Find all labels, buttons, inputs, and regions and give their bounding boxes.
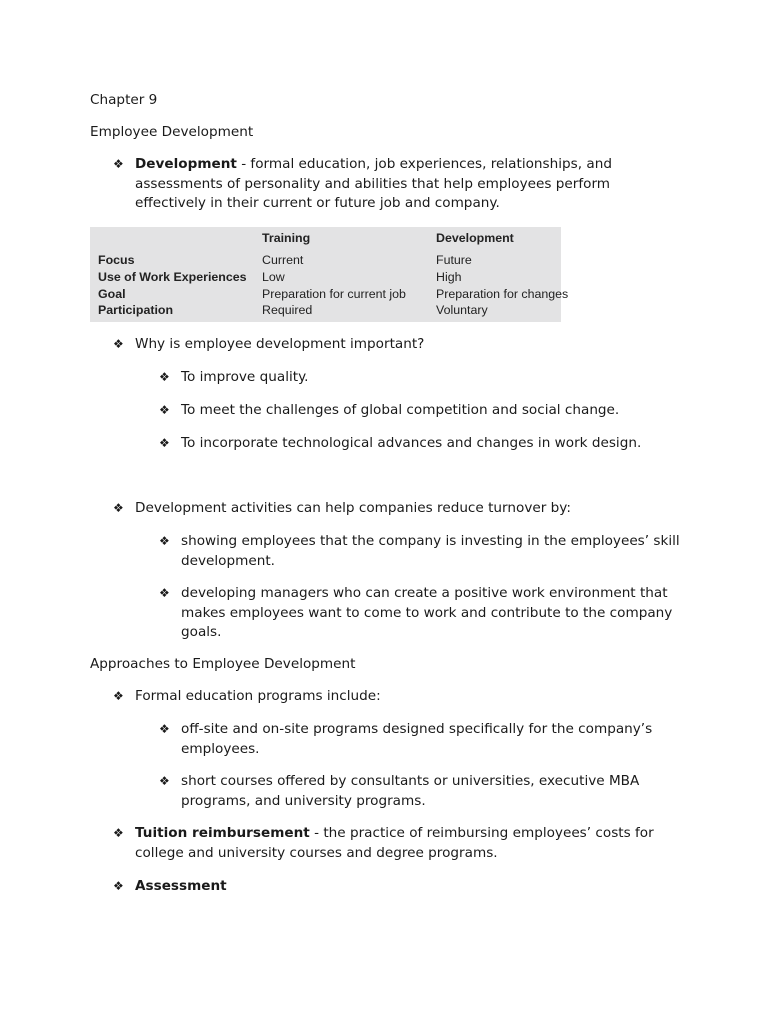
diamond-bullet-icon: ❖ xyxy=(113,337,124,351)
table-row-label: Participation xyxy=(98,303,174,317)
table-row-label: Goal xyxy=(98,287,126,301)
tuition-definition: - the practice of reimbursing employees’ costs for college and university courses and degree programs. xyxy=(135,825,654,861)
table-cell-training: Required xyxy=(262,303,313,317)
diamond-bullet-icon: ❖ xyxy=(159,534,170,548)
diamond-bullet-icon: ❖ xyxy=(159,403,170,417)
table-cell-development: Voluntary xyxy=(436,303,488,317)
table-row-label: Focus xyxy=(98,253,135,267)
table-cell-development: High xyxy=(436,270,462,284)
section-title: Employee Development xyxy=(90,124,254,140)
development-definition: - formal education, job experiences, relationships, and assessments of personality and abilities that help employees perform effectively in their current or future job and company. xyxy=(135,156,612,211)
assessment-term: Assessment xyxy=(135,878,227,894)
diamond-bullet-icon: ❖ xyxy=(159,722,170,736)
diamond-bullet-icon: ❖ xyxy=(113,826,124,840)
table-cell-development: Future xyxy=(436,253,472,267)
diamond-bullet-icon: ❖ xyxy=(113,879,124,893)
diamond-bullet-icon: ❖ xyxy=(159,370,170,384)
diamond-bullet-icon: ❖ xyxy=(159,436,170,450)
approaches-heading: Approaches to Employee Development xyxy=(90,656,356,672)
table-cell-training: Preparation for current job xyxy=(262,287,406,301)
table-header-development: Development xyxy=(436,231,514,245)
table-cell-training: Low xyxy=(262,270,285,284)
table-header-training: Training xyxy=(262,231,311,245)
diamond-bullet-icon: ❖ xyxy=(113,689,124,703)
diamond-bullet-icon: ❖ xyxy=(159,774,170,788)
diamond-bullet-icon: ❖ xyxy=(113,501,124,515)
diamond-bullet-icon: ❖ xyxy=(113,157,124,171)
chapter-heading: Chapter 9 xyxy=(90,92,158,108)
tuition-term: Tuition reimbursement xyxy=(135,825,310,841)
table-row-label: Use of Work Experiences xyxy=(98,270,247,284)
diamond-bullet-icon: ❖ xyxy=(159,586,170,600)
table-cell-training: Current xyxy=(262,253,304,267)
development-term: Development xyxy=(135,156,237,172)
training-vs-development-table xyxy=(90,227,569,322)
table-cell-development: Preparation for changes xyxy=(436,287,569,301)
document-page: Chapter 9 Employee Development ❖ Development - formal education, job experiences, relationships, and assessments of personality and abilities that help employees perform effectively in their current or future job and company. Training Development Focus Current Future Use of Work Experiences Low High Goal Preparation for current job Preparation for changes Participation Required Voluntary ❖ Why is employee development important? ❖ To improve quality. ❖ To meet the challenges of global competition and social change. ❖ To incorporate technological advances and changes in work design. ❖ Development activities can help companies reduce turnover by: ❖ showing employees that the company is investing in the employees’ skill development. ❖ developing managers who can create a positive work environment that makes employees want to come to work and contribute to the company goals. Approaches to Employee Development ❖ Formal education programs include: ❖ off-site and on-site programs designed specifically for the company’s employees. ❖ short courses offered by consultants or universities, executive MBA programs, and university programs. ❖ Tuition reimbursement - the practice of reimbursing employees’ costs for college and university courses and degree programs. ❖ Assessment xyxy=(0,0,768,1024)
